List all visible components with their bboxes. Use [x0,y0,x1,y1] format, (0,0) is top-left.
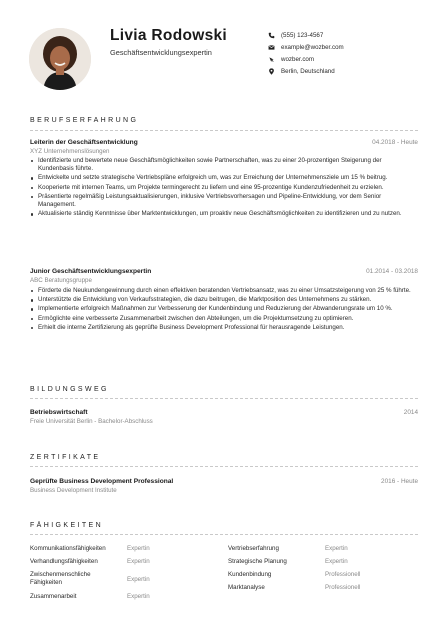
contact-list [268,29,344,78]
section-title-skills: FÄHIGKEITEN [30,522,104,529]
profile-photo [29,28,91,90]
job-bullet: Präsentierte regelmäßig Leistungsaktualisierungen, inklusive Vertriebsvorhersagen und Pipeline-Entwicklung, vor dem Senior Management. [30,193,416,209]
profile-photo-image [29,28,91,90]
education-date: 2014 [403,409,418,416]
skill-name: Kundenbindung [228,571,272,578]
skill-name: Zusammenarbeit [30,593,77,600]
job-date: 01.2014 - 03.2018 [366,268,418,275]
job-bullet-list [30,157,416,219]
skill-name: Vertriebserfahrung [228,545,279,552]
skill-level: Expertin [325,545,348,552]
location-pin-icon [268,68,275,75]
link-icon [268,56,275,63]
phone-icon [268,32,275,39]
job-company: XYZ Unternehmenslösungen [30,148,110,155]
skill-name: Kommunikationsfähigkeiten [30,545,106,552]
contact-website[interactable] [268,53,344,65]
certificate-date: 2016 - Heute [381,478,418,485]
skill-level: Expertin [127,545,150,552]
candidate-name: Livia Rodowski [110,27,228,44]
skill-level: Expertin [127,558,150,565]
skill-level: Expertin [127,576,150,583]
contact-phone-text: (555) 123-4567 [281,31,324,39]
job-bullet: Entwickelte und setzte strategische Vertriebspläne erfolgreich um, was zur Erreichung der Unternehmensziele um 15 % beitrug. [30,174,416,182]
skill-name: Zwischenmenschliche Fähigkeiten [30,571,91,586]
candidate-title: Geschäftsentwicklungsexpertin [110,48,212,57]
job-bullet: Identifizierte und bewertete neue Geschäftsmöglichkeiten sowie Partnerschaften, was zu einer 20-prozentigen Steigerung der Kundenbasis führte. [30,157,416,173]
certificate-issuer: Business Development Institute [30,487,117,494]
section-title-certificates: ZERTIFIKATE [30,454,101,461]
section-divider [30,398,418,399]
contact-email-text: example@wozber.com [281,43,344,51]
skill-name: Marktanalyse [228,584,265,591]
job-bullet: Kooperierte mit internen Teams, um Projekte termingerecht zu liefern und eine 95-prozentige Kundenzufriedenheit zu erzielen. [30,184,416,192]
section-divider [30,534,418,535]
job-bullet: Förderte die Neukundengewinnung durch einen effektiven beratenden Vertriebsansatz, was zu einer Umsatzsteigerung von 25 % führte. [30,287,416,295]
job-bullet: Unterstützte die Entwicklung von Verkaufsstrategien, die dazu beitrugen, die Marktposition des Unternehmens zu stärken. [30,296,416,304]
section-title-education: BILDUNGSWEG [30,386,109,393]
job-bullet: Implementierte erfolgreich Maßnahmen zur Verbesserung der Kundenbindung und Reduzierung der Abwanderungsrate um 10 %. [30,305,416,313]
certificate-title: Geprüfte Business Development Professional [30,478,174,485]
skill-level: Expertin [325,558,348,565]
envelope-icon [268,44,275,51]
skill-level: Professionell [325,571,361,578]
contact-location [268,66,344,78]
skill-level: Professionell [325,584,361,591]
section-divider [30,130,418,131]
contact-location-text: Berlin, Deutschland [281,68,335,76]
job-title: Junior Geschäftsentwicklungsexpertin [30,268,152,275]
section-divider [30,466,418,467]
section-title-experience: BERUFSERFAHRUNG [30,117,139,124]
contact-phone[interactable] [268,29,344,41]
skill-name: Verhandlungsfähigkeiten [30,558,98,565]
contact-email[interactable] [268,41,344,53]
education-degree: Betriebswirtschaft [30,409,88,416]
skill-name: Strategische Planung [228,558,287,565]
job-company: ABC Beratungsgruppe [30,277,92,284]
job-date: 04.2018 - Heute [372,139,418,146]
job-bullet: Ermöglichte eine verbesserte Zusammenarbeit zwischen den Abteilungen, um die Projektumsetzung zu optimieren. [30,315,416,323]
job-bullet-list [30,287,416,333]
job-bullet: Aktualisierte ständig Kenntnisse über Marktentwicklungen, um proaktiv neue Geschäftsmöglichkeiten zu identifizieren und zu nutzen. [30,210,416,218]
education-school: Freie Universität Berlin - Bachelor-Abschluss [30,418,153,425]
job-bullet: Erhielt die interne Zertifizierung als geprüfte Business Development Professional für herausragende Leistungen. [30,324,416,332]
skill-level: Expertin [127,593,150,600]
contact-website-text: wozber.com [281,55,315,63]
job-title: Leiterin der Geschäftsentwicklung [30,139,138,146]
